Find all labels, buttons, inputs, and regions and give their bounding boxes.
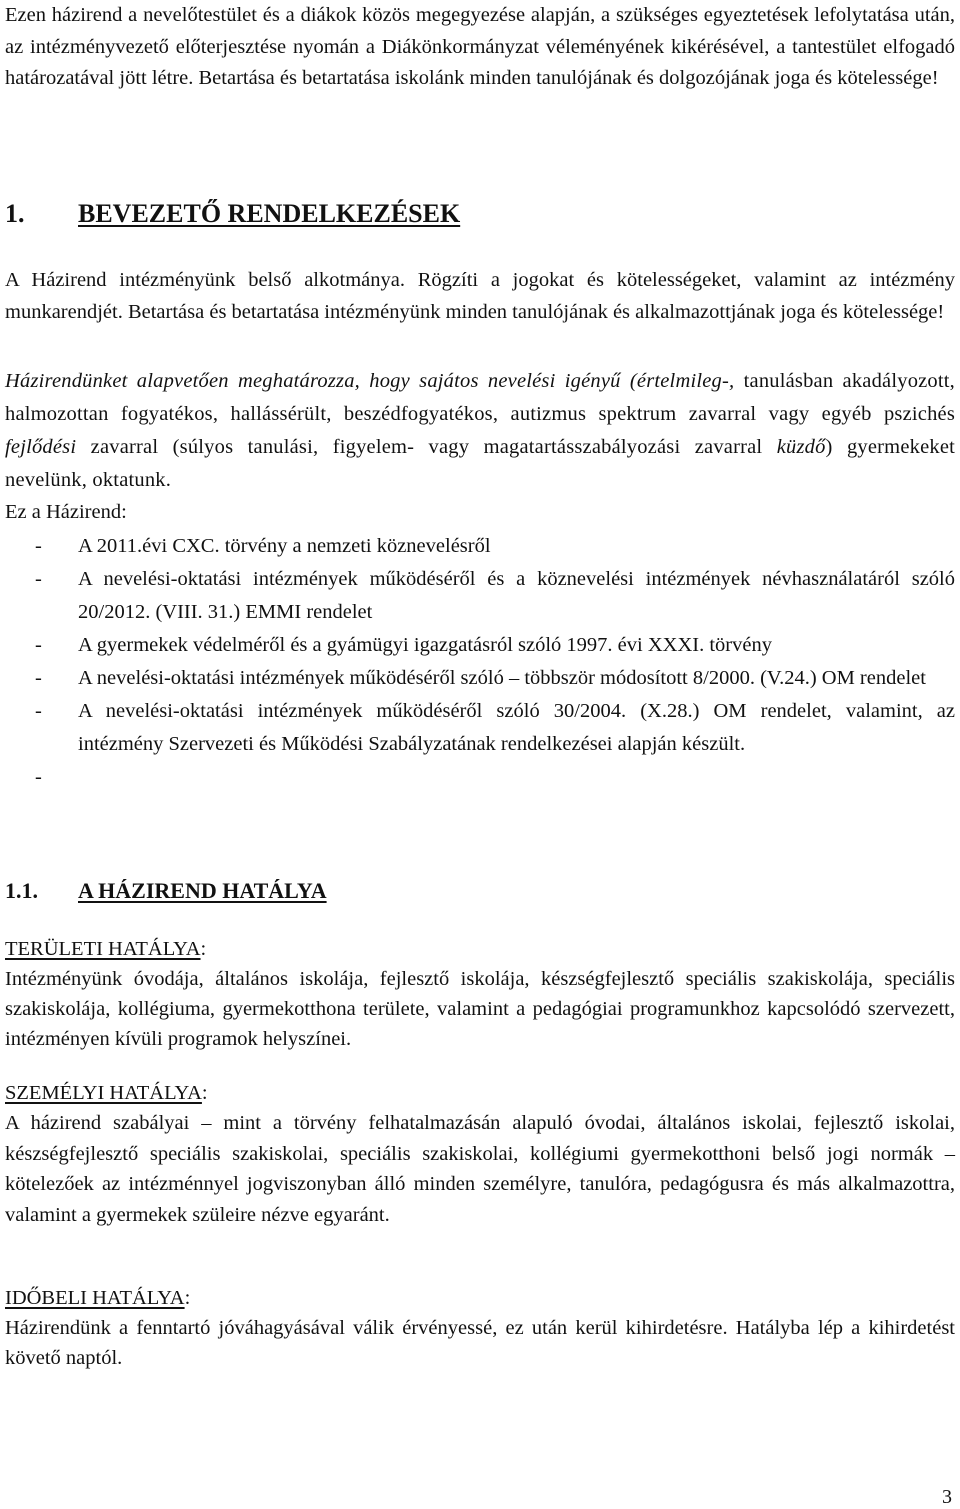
para2-body: tanulásban akadályozott, halmozottan fogyatékos, hallássérült, beszédfogyatékos, autizmus spektrum zavarral vagy egyéb pszichés (5, 370, 956, 425)
para2-body-2: zavarral (súlyos tanulási, figyelem- vagy magatartásszabályozási zavarral (90, 436, 763, 458)
list-item: - A nevelési-oktatási intézmények működéséről és a köznevelési intézmények névhasználatáról szóló 20/2012. (VIII. 31.) EMMI rendelet (5, 563, 955, 629)
para2-end: ) gyermekeket nevelünk, oktatunk. (5, 436, 956, 491)
list-dash: - (35, 568, 42, 590)
page-number: 3 (942, 1486, 952, 1508)
para2-italic-kuzdo: küzdő (776, 436, 826, 458)
list-dash: - (35, 634, 42, 656)
section-1-paragraph-2 (5, 365, 955, 497)
section-1-1-number: 1.1. (5, 878, 38, 903)
intro-paragraph: Ezen házirend a nevelőtestület és a diákok közös megegyezése alapján, a szükséges egyeztetések lefolytatása után, az intézményvezető előterjesztése nyomán a Diákönkormányzat véleményének kikérésével, a tantestület elfogadó határozatával jött létre. Betartása és betartatása iskolánk minden tanulójának és dolgozójának joga és kötelessége! (5, 4, 955, 89)
list-item: - A 2011.évi CXC. törvény a nemzeti köznevelésről (5, 530, 955, 563)
list-dash: - (35, 766, 42, 788)
section-1-1-title: A HÁZIREND HATÁLYA (78, 878, 327, 903)
list-dash: - (35, 535, 42, 557)
section-1-number: 1. (5, 199, 25, 228)
list-intro: Ez a Házirend: (5, 501, 127, 523)
list-dash: - (35, 700, 42, 722)
temporal-text: Házirendünk a fenntartó jóváhagyásával válik érvényessé, ez után kerül kihirdetésre. Hatályba lép a kihirdetést követő naptól. (5, 1317, 955, 1369)
para2-italic-fejlodesi: fejlődési (5, 436, 77, 458)
section-1-title: BEVEZETŐ RENDELKEZÉSEK (78, 199, 461, 228)
temporal-heading: IDŐBELI HATÁLYA: (5, 1287, 191, 1309)
territorial-heading: TERÜLETI HATÁLYA: (5, 938, 207, 960)
list-item: - A gyermekek védelméről és a gyámügyi igazgatásról szóló 1997. évi XXXI. törvény (5, 629, 955, 662)
personal-text: A házirend szabályai – mint a törvény felhatalmazásán alapuló óvodai, általános iskolai, fejlesztő iskolai, készségfejlesztő speciális szakiskolai, speciális szakiskolai, kollégiumi gyermekotthoni belső jogi normák – kötelezőek az intézménnyel jogviszonyban álló minden személyre, tanulóra, pedagógusra és más alkalmazottra, valamint a gyermekek szüleire nézve egyaránt. (5, 1112, 955, 1226)
section-1-1-heading (5, 876, 327, 906)
section-1-heading (5, 198, 460, 230)
para2-italic-start: Házirendünket alapvetően meghatározza, hogy sajátos nevelési igényű (értelmileg-, (5, 370, 735, 392)
legal-basis-list (5, 530, 955, 794)
list-item: - A nevelési-oktatási intézmények működéséről szóló 30/2004. (X.28.) OM rendelet, valamint, az intézmény Szervezeti és Működési Szabályzatának rendelkezései alapján készült. (5, 695, 955, 761)
list-item (5, 761, 955, 794)
list-dash: - (35, 667, 42, 689)
territorial-text: Intézményünk óvodája, általános iskolája, fejlesztő iskolája, készségfejlesztő speciális szakiskolája, speciális szakiskolája, kollégiuma, gyermekotthona területe, valamint a pedagógiai programunkhoz kapcsolódó szervezett, intézményen kívüli programok helyszínei. (5, 968, 955, 1050)
list-item: - A nevelési-oktatási intézmények működéséről szóló – többször módosított 8/2000. (V.24.) OM rendelet (5, 662, 955, 695)
personal-heading: SZEMÉLYI HATÁLYA: (5, 1082, 208, 1104)
section-1-paragraph-1: A Házirend intézményünk belső alkotmánya. Rögzíti a jogokat és kötelességeket, valamint az intézmény munkarendjét. Betartása és betartatása intézményünk minden tanulójának és alkalmazottjának joga és kötelessége! (5, 269, 955, 323)
